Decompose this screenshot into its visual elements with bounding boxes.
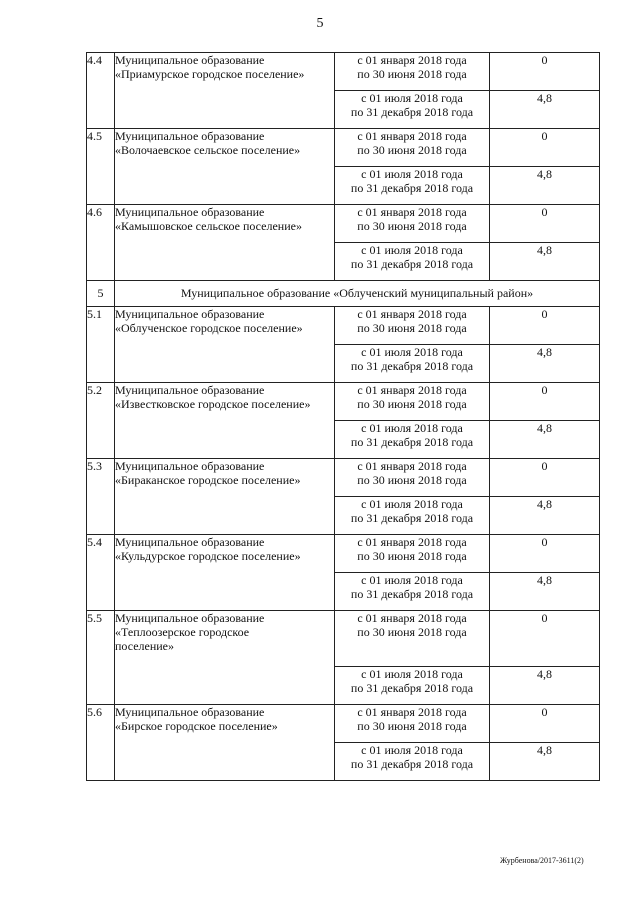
municipality-name-line: Муниципальное образование — [115, 205, 265, 219]
rate-value: 4,8 — [490, 91, 600, 129]
municipality-name-line: Муниципальное образование — [115, 535, 265, 549]
period-end: по 30 июня 2018 года — [357, 397, 467, 411]
period-cell — [335, 421, 490, 459]
municipality-name — [115, 611, 335, 705]
period-end: по 30 июня 2018 года — [357, 549, 467, 563]
municipality-name-line: «Бираканское городское поселение» — [115, 473, 301, 487]
rate-value: 0 — [490, 205, 600, 243]
municipality-name-line: «Бирское городское поселение» — [115, 719, 278, 733]
period-end: по 31 декабря 2018 года — [350, 681, 474, 695]
period-cell — [335, 53, 490, 91]
row-number: 4.6 — [87, 205, 115, 281]
municipality-name — [115, 705, 335, 781]
period-cell — [335, 459, 490, 497]
municipality-name-line: Муниципальное образование — [115, 53, 265, 67]
period-end: по 31 декабря 2018 года — [350, 757, 474, 771]
row-number: 5.4 — [87, 535, 115, 611]
municipality-name-line: «Теплоозерское городское — [115, 625, 250, 639]
rate-value: 4,8 — [490, 167, 600, 205]
rate-value: 0 — [490, 705, 600, 743]
municipality-name-line: поселение» — [115, 639, 175, 653]
municipality-name — [115, 129, 335, 205]
table-row — [87, 205, 600, 243]
row-number: 5.6 — [87, 705, 115, 781]
rate-value: 0 — [490, 53, 600, 91]
table-row — [87, 459, 600, 497]
period-end: по 30 июня 2018 года — [357, 143, 467, 157]
municipality-name-line: Муниципальное образование — [115, 129, 265, 143]
period-start: с 01 января 2018 года — [357, 535, 467, 549]
period-start: с 01 января 2018 года — [357, 205, 467, 219]
period-end: по 30 июня 2018 года — [357, 473, 467, 487]
municipality-name-line: «Камышовское сельское поселение» — [115, 219, 302, 233]
row-number: 5.1 — [87, 307, 115, 383]
municipality-name-line: «Известковское городское поселение» — [115, 397, 311, 411]
row-number: 5.5 — [87, 611, 115, 705]
period-start: с 01 января 2018 года — [357, 53, 467, 67]
table-row — [87, 383, 600, 421]
period-start: с 01 июля 2018 года — [361, 497, 463, 511]
period-start: с 01 июля 2018 года — [361, 667, 463, 681]
period-cell — [335, 705, 490, 743]
table-row — [87, 129, 600, 167]
period-start: с 01 июля 2018 года — [361, 243, 463, 257]
row-number: 4.4 — [87, 53, 115, 129]
period-start: с 01 января 2018 года — [357, 307, 467, 321]
rate-value: 4,8 — [490, 345, 600, 383]
period-cell — [335, 205, 490, 243]
rate-value: 4,8 — [490, 421, 600, 459]
period-end: по 31 декабря 2018 года — [350, 257, 474, 271]
table-row — [87, 307, 600, 345]
period-end: по 31 декабря 2018 года — [350, 435, 474, 449]
period-cell — [335, 383, 490, 421]
period-start: с 01 января 2018 года — [357, 129, 467, 143]
period-end: по 31 декабря 2018 года — [350, 587, 474, 601]
period-start: с 01 июля 2018 года — [361, 345, 463, 359]
period-start: с 01 января 2018 года — [357, 383, 467, 397]
period-start: с 01 июля 2018 года — [361, 743, 463, 757]
period-end: по 30 июня 2018 года — [357, 67, 467, 81]
municipality-name — [115, 307, 335, 383]
period-start: с 01 июля 2018 года — [361, 573, 463, 587]
municipality-name-line: Муниципальное образование — [115, 459, 265, 473]
period-start: с 01 января 2018 года — [357, 705, 467, 719]
rate-value: 0 — [490, 611, 600, 667]
municipality-name-line: «Облученское городское поселение» — [115, 321, 303, 335]
rate-value: 0 — [490, 535, 600, 573]
municipality-name-line: «Приамурское городское поселение» — [115, 67, 305, 81]
table-row — [87, 611, 600, 667]
municipality-name-line: Муниципальное образование — [115, 611, 265, 625]
rate-value: 4,8 — [490, 573, 600, 611]
period-cell — [335, 345, 490, 383]
table-row — [87, 705, 600, 743]
municipality-name — [115, 535, 335, 611]
table-row — [87, 53, 600, 91]
period-cell — [335, 243, 490, 281]
tariff-table — [86, 52, 600, 781]
period-cell — [335, 611, 490, 667]
rate-value: 0 — [490, 307, 600, 345]
rate-value: 4,8 — [490, 667, 600, 705]
municipality-name — [115, 459, 335, 535]
rate-value: 4,8 — [490, 743, 600, 781]
municipality-name — [115, 53, 335, 129]
period-cell — [335, 497, 490, 535]
period-cell — [335, 743, 490, 781]
period-end: по 31 декабря 2018 года — [350, 105, 474, 119]
period-end: по 30 июня 2018 года — [357, 219, 467, 233]
period-end: по 31 декабря 2018 года — [350, 511, 474, 525]
municipality-name-line: Муниципальное образование — [115, 307, 265, 321]
period-cell — [335, 535, 490, 573]
municipality-name — [115, 383, 335, 459]
rate-value: 0 — [490, 459, 600, 497]
period-cell — [335, 167, 490, 205]
page-number: 5 — [316, 16, 324, 31]
period-end: по 31 декабря 2018 года — [350, 359, 474, 373]
section-row — [87, 281, 600, 307]
rate-value: 4,8 — [490, 243, 600, 281]
rate-value: 0 — [490, 129, 600, 167]
period-cell — [335, 91, 490, 129]
municipality-name — [115, 205, 335, 281]
period-cell — [335, 667, 490, 705]
period-end: по 30 июня 2018 года — [357, 719, 467, 733]
period-end: по 30 июня 2018 года — [357, 625, 467, 639]
table-row — [87, 535, 600, 573]
section-number: 5 — [87, 281, 115, 307]
rate-value: 0 — [490, 383, 600, 421]
municipality-name-line: Муниципальное образование — [115, 383, 265, 397]
row-number: 4.5 — [87, 129, 115, 205]
period-end: по 30 июня 2018 года — [357, 321, 467, 335]
section-title: Муниципальное образование «Облученский муниципальный район» — [115, 281, 600, 307]
period-cell — [335, 307, 490, 345]
period-start: с 01 января 2018 года — [357, 611, 467, 625]
municipality-name-line: Муниципальное образование — [115, 705, 265, 719]
period-start: с 01 января 2018 года — [357, 459, 467, 473]
period-cell — [335, 129, 490, 167]
period-start: с 01 июля 2018 года — [361, 91, 463, 105]
municipality-name-line: «Волочаевское сельское поселение» — [115, 143, 301, 157]
municipality-name-line: «Кульдурское городское поселение» — [115, 549, 301, 563]
period-cell — [335, 573, 490, 611]
row-number: 5.2 — [87, 383, 115, 459]
period-end: по 31 декабря 2018 года — [350, 181, 474, 195]
footer-reference: Журбенова/2017-3611(2) — [500, 856, 584, 865]
rate-value: 4,8 — [490, 497, 600, 535]
row-number: 5.3 — [87, 459, 115, 535]
period-start: с 01 июля 2018 года — [361, 421, 463, 435]
period-start: с 01 июля 2018 года — [361, 167, 463, 181]
